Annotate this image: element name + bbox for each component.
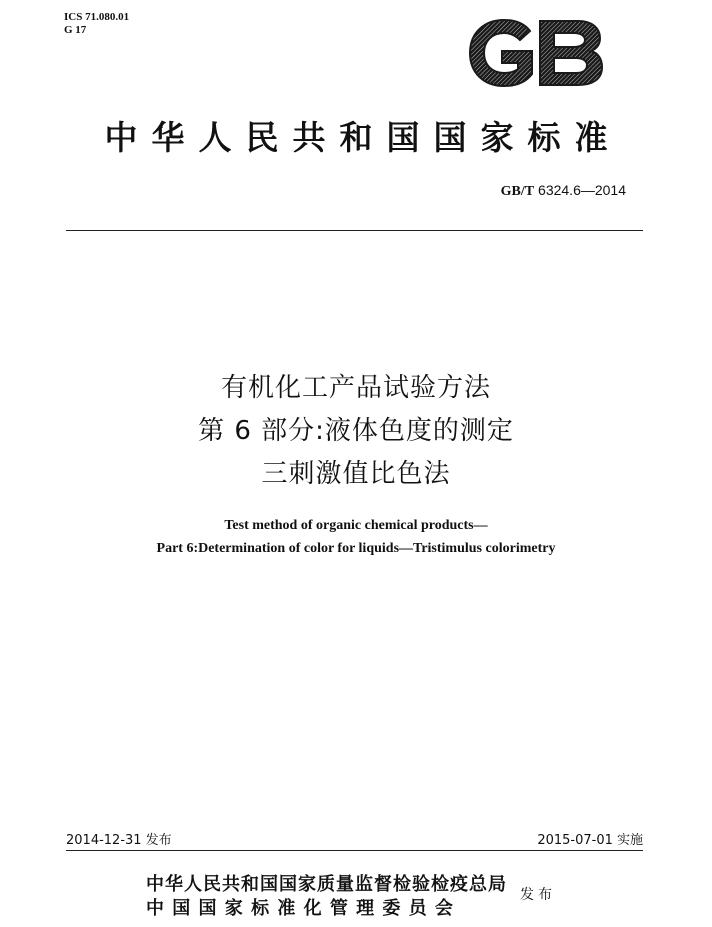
standard-number-value: 6324.6—2014 <box>538 182 626 198</box>
issue-label: 发布 <box>520 887 556 903</box>
top-divider <box>66 230 643 231</box>
title-en-line2: Part 6:Determination of color for liquids—Tristimulus colorimetry <box>156 541 556 556</box>
title-cn-line2: 第 6 部分:液体色度的测定 <box>198 416 514 446</box>
logo-text: GB <box>466 17 468 18</box>
category-code: G 17 <box>64 24 87 36</box>
standard-prefix: GB/T <box>500 184 535 199</box>
title-en-line1: Test method of organic chemical products— <box>224 518 488 533</box>
title-cn-line1: 有机化工产品试验方法 <box>220 373 491 403</box>
gb-logo <box>466 17 604 89</box>
implement-date: 2015-07-01 实施 <box>537 833 643 848</box>
title-cn-line3: 三刺激值比色法 <box>261 459 451 489</box>
ics-code-block <box>64 11 129 37</box>
ics-code: ICS 71.080.01 <box>64 11 130 23</box>
national-standard-title: 中华人民共和国国家标准 <box>104 118 622 157</box>
bottom-divider <box>66 850 643 851</box>
issuing-org-line1: 中华人民共和国国家质量监督检验检疫总局 <box>146 874 507 895</box>
publish-date: 2014-12-31 发布 <box>66 833 172 848</box>
standard-number <box>501 182 626 200</box>
issuing-org-line2: 中 国 国 家 标 准 化 管 理 委 员 会 <box>146 898 454 919</box>
